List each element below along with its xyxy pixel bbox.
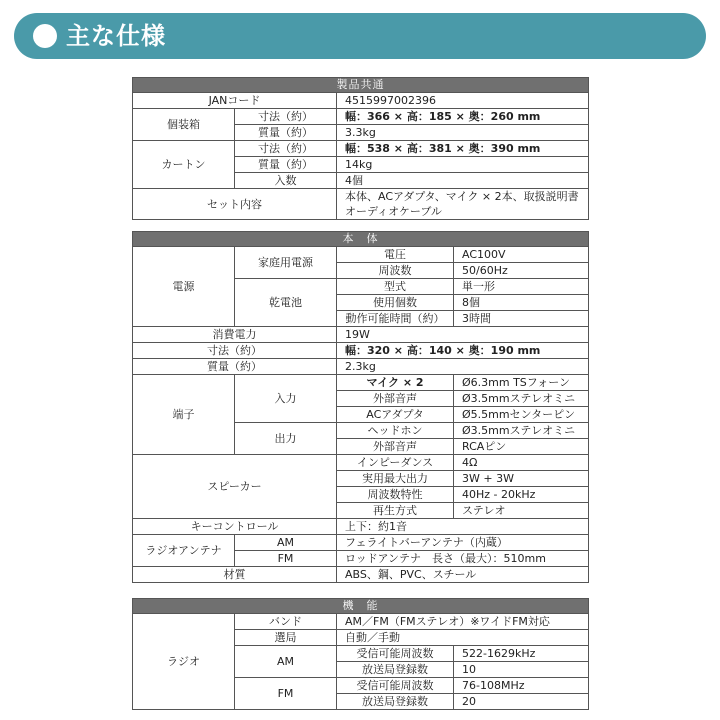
body-mass-label: 質量（約） <box>133 359 337 375</box>
headphone-label: ヘッドホン <box>337 423 454 439</box>
mic-label: マイク × 2 <box>337 375 454 391</box>
runtime-label: 動作可能時間（約） <box>337 311 454 327</box>
carton-dim-value: 幅：538 × 高：381 × 奥：390 mm <box>337 141 589 157</box>
radio-label: ラジオ <box>133 614 235 710</box>
carton-mass-label: 質量（約） <box>235 157 337 173</box>
terminal-label: 端子 <box>133 375 235 455</box>
carton-label: カートン <box>133 141 235 189</box>
antenna-am-label: AM <box>235 535 337 551</box>
box-dim-value: 幅：366 × 高：185 × 奥：260 mm <box>337 109 589 125</box>
ext-out-value: RCAピン <box>454 439 589 455</box>
circle-bullet-icon <box>33 24 57 48</box>
ext-out-label: 外部音声 <box>337 439 454 455</box>
ext-in-value: Ø3.5mmステレオミニ <box>454 391 589 407</box>
consumption-value: 19W <box>337 327 589 343</box>
title-banner <box>14 13 706 59</box>
battery-type-value: 単一形 <box>454 279 589 295</box>
ext-in-label: 外部音声 <box>337 391 454 407</box>
voltage-value: AC100V <box>454 247 589 263</box>
set-label: セット内容 <box>133 189 337 220</box>
ac-adapter-label: ACアダプタ <box>337 407 454 423</box>
ac-adapter-value: Ø5.5mmセンターピン <box>454 407 589 423</box>
antenna-am-value: フェライトバーアンテナ（内蔵） <box>337 535 589 551</box>
headphone-value: Ø3.5mmステレオミニ <box>454 423 589 439</box>
antenna-fm-value: ロッドアンテナ 長さ（最大）：510mm <box>337 551 589 567</box>
material-value: ABS、鋼、PVC、スチール <box>337 567 589 583</box>
carton-qty-value: 4個 <box>337 173 589 189</box>
am-preset-value: 10 <box>454 662 589 678</box>
max-output-value: 3W + 3W <box>454 471 589 487</box>
output-label: 出力 <box>235 423 337 455</box>
am-range-label: 受信可能周波数 <box>337 646 454 662</box>
body-dim-label: 寸法（約） <box>133 343 337 359</box>
carton-dim-label: 寸法（約） <box>235 141 337 157</box>
consumption-label: 消費電力 <box>133 327 337 343</box>
body-spec-table <box>132 231 589 583</box>
impedance-label: インピーダンス <box>337 455 454 471</box>
freq-response-label: 周波数特性 <box>337 487 454 503</box>
fm-preset-value: 20 <box>454 694 589 710</box>
antenna-fm-label: FM <box>235 551 337 567</box>
voltage-label: 電圧 <box>337 247 454 263</box>
key-control-label: キーコントロール <box>133 519 337 535</box>
band-value: AM／FM（FMステレオ）※ワイドFM対応 <box>337 614 589 630</box>
frequency-label: 周波数 <box>337 263 454 279</box>
am-preset-label: 放送局登録数 <box>337 662 454 678</box>
tuning-label: 選局 <box>235 630 337 646</box>
tuning-value: 自動／手動 <box>337 630 589 646</box>
band-label: バンド <box>235 614 337 630</box>
input-label: 入力 <box>235 375 337 423</box>
set-line-2: オーディオケーブル <box>345 205 442 218</box>
am-range-value: 522-1629kHz <box>454 646 589 662</box>
body-header: 本 体 <box>133 232 589 247</box>
radio-am-label: AM <box>235 646 337 678</box>
body-mass-value: 2.3kg <box>337 359 589 375</box>
runtime-value: 3時間 <box>454 311 589 327</box>
impedance-value: 4Ω <box>454 455 589 471</box>
jan-value: 4515997002396 <box>337 93 589 109</box>
box-mass-label: 質量（約） <box>235 125 337 141</box>
box-dim-label: 寸法（約） <box>235 109 337 125</box>
fm-range-label: 受信可能周波数 <box>337 678 454 694</box>
carton-mass-value: 14kg <box>337 157 589 173</box>
max-output-label: 実用最大出力 <box>337 471 454 487</box>
box-label: 個装箱 <box>133 109 235 141</box>
box-mass-value: 3.3kg <box>337 125 589 141</box>
common-header: 製品共通 <box>133 78 589 93</box>
function-spec-table <box>132 598 589 710</box>
power-label: 電源 <box>133 247 235 327</box>
battery-label: 乾電池 <box>235 279 337 327</box>
function-header: 機 能 <box>133 599 589 614</box>
freq-response-value: 40Hz - 20kHz <box>454 487 589 503</box>
battery-type-label: 型式 <box>337 279 454 295</box>
speaker-label: スピーカー <box>133 455 337 519</box>
battery-count-label: 使用個数 <box>337 295 454 311</box>
antenna-label: ラジオアンテナ <box>133 535 235 567</box>
page-title: 主な仕様 <box>66 22 166 50</box>
carton-qty-label: 入数 <box>235 173 337 189</box>
frequency-value: 50/60Hz <box>454 263 589 279</box>
common-spec-table <box>132 77 589 220</box>
fm-range-value: 76-108MHz <box>454 678 589 694</box>
home-power-label: 家庭用電源 <box>235 247 337 279</box>
playback-value: ステレオ <box>454 503 589 519</box>
key-control-value: 上下：約1音 <box>337 519 589 535</box>
playback-label: 再生方式 <box>337 503 454 519</box>
fm-preset-label: 放送局登録数 <box>337 694 454 710</box>
jan-label: JANコード <box>133 93 337 109</box>
mic-value: Ø6.3mm TSフォーン <box>454 375 589 391</box>
radio-fm-label: FM <box>235 678 337 710</box>
set-line-1: 本体、ACアダプタ、マイク × 2本、取扱説明書 <box>345 190 579 203</box>
battery-count-value: 8個 <box>454 295 589 311</box>
material-label: 材質 <box>133 567 337 583</box>
body-dim-value: 幅：320 × 高：140 × 奥：190 mm <box>337 343 589 359</box>
